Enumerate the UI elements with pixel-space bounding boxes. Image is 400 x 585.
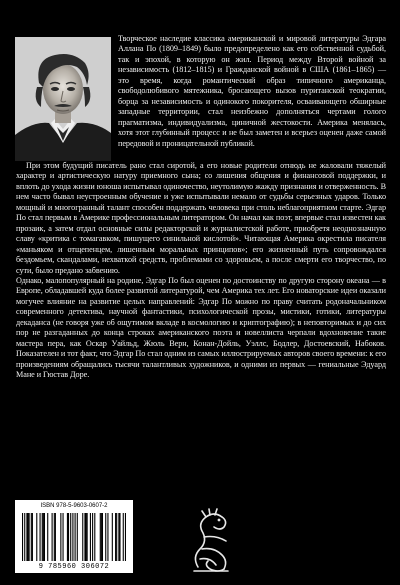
barcode-bar (116, 513, 117, 561)
isbn-barcode (15, 500, 133, 573)
barcode-bar (29, 513, 30, 561)
barcode-bar (115, 513, 116, 561)
barcode-bar (26, 513, 27, 561)
main-text-block (16, 161, 386, 381)
barcode-bar (94, 513, 95, 561)
barcode-bar (101, 513, 102, 561)
barcode-bar (72, 513, 73, 561)
barcode-bar (67, 513, 68, 561)
barcode-bar (43, 513, 44, 561)
barcode-bar (82, 513, 83, 561)
barcode-bar (70, 513, 71, 561)
barcode-bar (68, 513, 69, 561)
barcode-bar (77, 513, 78, 561)
barcode-bar (31, 513, 32, 561)
barcode-bar (40, 513, 41, 561)
barcode-bar (85, 513, 86, 561)
barcode-bar (55, 513, 56, 561)
author-portrait (15, 37, 111, 161)
intro-text-block (118, 34, 386, 149)
intro-paragraph: Творческое наследие классика американской и мировой литературы Эдгара Аллана По (1809–1849) было предопределено как его собственной судьбой, так и эпохой, в которую он жил. Период между Второй войной за независимость (1812–1815) и Гражданской войной в США (1861–1865) — это время, когда романтический образ типичного американца, свободолюбивого мятежника, бросающего вызов пуританской теократии, борца за независимость и одинокого покорителя, осваивающего обширные западные территории, стал неизбежно дополняться чертами голого прагматизма, индивидуализма, циничной жестокости. Америка менялась, хотя этот глубинный процесс и не был заметен и всерьез оценен даже самой передовой и проницательной публикой. (118, 34, 386, 148)
barcode-bar (112, 513, 113, 561)
barcode-bar (24, 513, 25, 561)
barcode-bar (87, 513, 88, 561)
barcode-bar (107, 513, 108, 561)
barcode-bars (22, 513, 126, 561)
barcode-bar (52, 513, 53, 561)
barcode-bar (84, 513, 85, 561)
barcode-bar (44, 513, 45, 561)
barcode-bar (54, 513, 55, 561)
publisher-dragon-logo-icon (188, 507, 234, 573)
barcode-bar (75, 513, 76, 561)
barcode-bar (90, 513, 91, 561)
barcode-bar (36, 513, 37, 561)
barcode-digits: 9 785960 306072 (38, 563, 110, 571)
barcode-bar (123, 513, 124, 561)
portrait-photo-image (15, 37, 111, 161)
isbn-label: ISBN 978-5-9603-0607-2 (40, 503, 108, 509)
barcode-bar (27, 513, 28, 561)
barcode-bar (32, 513, 33, 561)
barcode-bar (118, 513, 119, 561)
barcode-bar (63, 513, 64, 561)
barcode-bar (119, 513, 120, 561)
body-paragraph-2: Однако, малопопулярный на родине, Эдгар По был оценен по достоинству по другую сторону океана — в Европе, обладавшей куда более развитой литературой, чем Америка тех лет. Его новаторские идеи оказали могучее влияние на развитие целых направлений: Эдгар По можно по праву считать родоначальником современного детектива, научной фантастики, психологической прозы, мистики, готики, литературы декаданса (не говоря уже об ощутимом вкладе в космологию и криптографию); в неповторимых и до сих пор не разгаданных до конца строках американского поэта и новеллиста черпали вдохновение такие мастера пера, как Оскар Уайльд, Жюль Верн, Конан-Дойль, Уэллс, Бодлер, Достоевский, Набоков. Показателен и тот факт, что Эдгар По стал одним из самых иллюстрируемых авторов своего времени: к его произведениям обращались тысячи талантливых художников, и одними из первых — гениальные Эдуард Мане и Гюстав Доре. (16, 275, 386, 380)
barcode-bar (105, 513, 106, 561)
barcode-bar (60, 513, 61, 561)
barcode-bar (22, 513, 23, 561)
barcode-bar (125, 513, 126, 561)
barcode-bar (47, 513, 48, 561)
body-paragraph-1: При этом будущий писатель рано стал сиротой, а его новые родители отнюдь не жаловали тяжелый характер и артистическую натуру приемного сына; со лишения общения и финансовой поддержки, и вплоть до ухода жизни юноша испытывал одиночество, неутолимую жажду признания и отверженность. В нем часто бывал неустроенным обучение и уже испытывали немало от судьбы серьезных ударов. Только мощный и многогранный талант способен поддержать человека при столь неблагоприятном старте. Эдгар По стал первым в Америке профессиональным литератором. Он начал как поэт, впервые стал известен как прозаик, а затем отдал основные силы редакторской и журналистской работе, приобретя неоднозначную славу «критика с томагавком, пишущего синильной кислотой». Читающая Америка окрестила писателя «маньяком и отщепенцем, лишенным моральных принципов»; его жизненный путь сопровождался бездомьем, скандалами, нехваткой средств, проблемами со здоровьем, а после смерти его творчество, по сути, было предано забвению. (16, 161, 386, 275)
barcode-bar (92, 513, 93, 561)
barcode-bar (42, 513, 43, 561)
barcode-bar (102, 513, 103, 561)
barcode-bar (100, 513, 101, 561)
